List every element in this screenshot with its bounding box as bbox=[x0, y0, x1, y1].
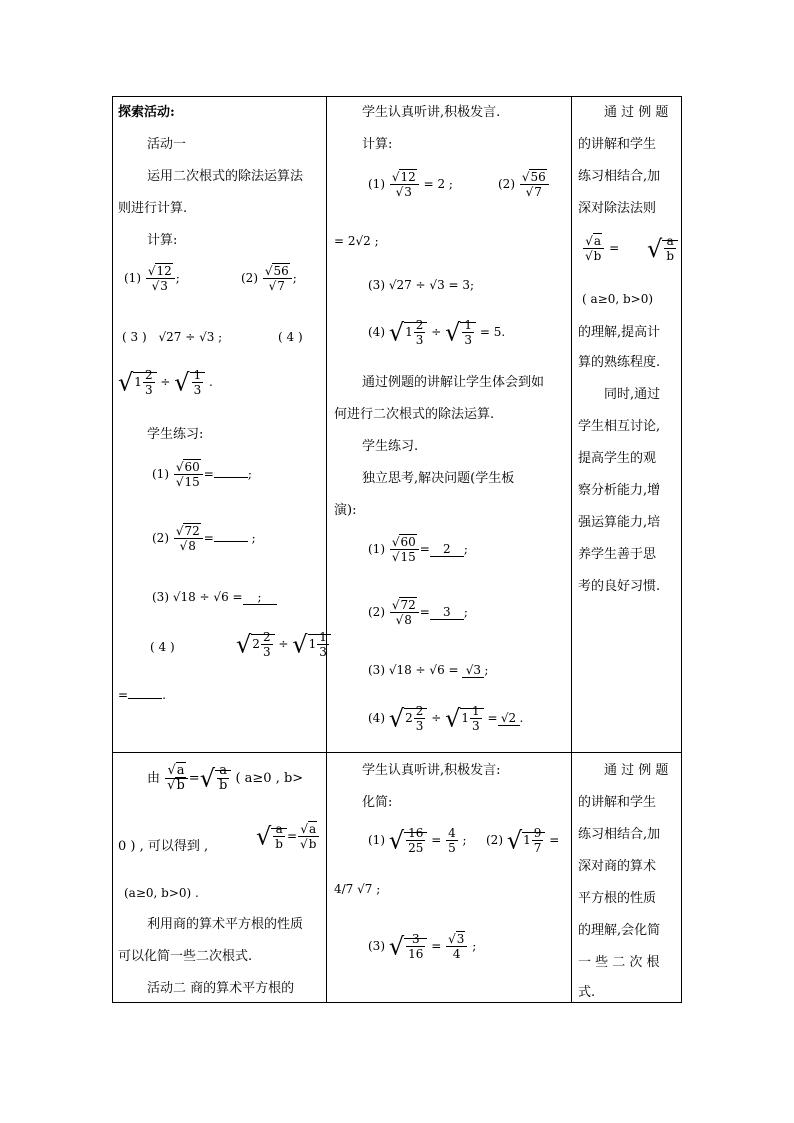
property-zero: 0 ) , 可以得到 , bbox=[118, 839, 209, 854]
table-border-left bbox=[112, 96, 113, 1003]
simplify-2: (2) √1 $\frac{9}{7}$ = bbox=[486, 826, 560, 855]
explain-line-2: 何进行二次根式的除法运算. bbox=[334, 407, 495, 422]
column-divider-1 bbox=[326, 96, 327, 1003]
goal-1-line: 养学生善于思 bbox=[578, 547, 657, 562]
property-formula: √ $\frac{a}{b}$ = $\frac{√a}{√b}$ bbox=[256, 822, 320, 851]
answer-4: (4) √1 $\frac{2}{3}$ ÷ √ $\frac{1}{3}$ = 5. bbox=[368, 318, 506, 347]
goal-2-line: 平方根的性质 bbox=[578, 891, 657, 906]
exercise-4-label: ( 4 ) bbox=[150, 640, 175, 654]
goal-2-line: 的理解,会化简 bbox=[578, 923, 661, 938]
goal-1-line: 考的良好习惯. bbox=[578, 579, 661, 594]
solution-4-answer: √2 bbox=[498, 711, 520, 726]
problem-3: ( 3 ) √27 ÷ √3 ; bbox=[122, 330, 223, 344]
think-line-1: 独立思考,解决问题(学生板 bbox=[362, 471, 515, 486]
table-border-top bbox=[112, 96, 682, 97]
goal-1-line: 的讲解和学生 bbox=[578, 137, 657, 152]
goal-1-line: 察分析能力,增 bbox=[578, 483, 661, 498]
listen-text: 学生认真听讲,积极发言. bbox=[362, 105, 501, 120]
goal-1-line: 的理解,提高计 bbox=[578, 325, 661, 340]
exercise-2: (2) $\frac{√72}{√8}$ = ; bbox=[152, 524, 256, 553]
row-divider bbox=[112, 752, 682, 753]
answer-3 bbox=[368, 278, 474, 292]
solution-3: (3) √18 ÷ √6 = √3 ; bbox=[368, 663, 489, 677]
goal-1-line: 算的熟练程度. bbox=[578, 355, 661, 370]
solution-2-label: (2) bbox=[368, 605, 385, 619]
answer-1-label: (1) bbox=[368, 177, 385, 191]
solution-3-expr: √18 ÷ √6 = bbox=[388, 663, 459, 677]
goal-1-line: 练习相结合,加 bbox=[578, 169, 661, 184]
answer-2-result: = 2√2 ; bbox=[334, 234, 379, 248]
table-border-right bbox=[681, 96, 682, 1003]
activity-two: 活动二 商的算术平方根的 bbox=[147, 981, 295, 996]
simplify-3-label: (3) bbox=[368, 939, 385, 953]
goal-2-line: 深对商的算术 bbox=[578, 859, 657, 874]
property-condition-2: (a≥0, b>0) . bbox=[124, 886, 199, 900]
practice-label-2: 学生练习. bbox=[362, 439, 419, 454]
property-you: 由 bbox=[147, 771, 161, 786]
exercise-1: (1) $\frac{√60}{√15}$ = ; bbox=[152, 460, 252, 489]
exercise-2-label: (2) bbox=[152, 531, 169, 545]
intro-line-2: 则进行计算. bbox=[118, 201, 188, 216]
simplify-3: (3) √ $\frac{3}{16}$ = $\frac{√3}{4}$ ; bbox=[368, 932, 477, 961]
exercise-4-answer: = . bbox=[118, 688, 166, 702]
answer-3-expr: √27 ÷ √3 = 3; bbox=[388, 278, 475, 292]
answer-2: (2) $\frac{√56}{√7}$ bbox=[498, 170, 550, 199]
solution-3-answer: √3 bbox=[462, 663, 484, 678]
exercise-4-expr: √2 $\frac{2}{3}$ ÷ √1 $\frac{1}{3}$ bbox=[236, 630, 331, 659]
goal-2-line: 通 过 例 题 bbox=[604, 763, 669, 778]
goal-1-line: 强运算能力,培 bbox=[578, 515, 661, 530]
solution-3-label: (3) bbox=[368, 663, 385, 677]
goal-2-line: 式. bbox=[578, 985, 596, 1000]
solution-1: (1) $\frac{√60}{√15}$ = 2 ; bbox=[368, 535, 468, 564]
goal-2-line: 练习相结合,加 bbox=[578, 827, 661, 842]
property-condition: ( a≥0 , b> bbox=[235, 771, 304, 786]
division-rule-formula: $\frac{√a}{√b}$ = √ $\frac{a}{b}$ bbox=[582, 234, 678, 263]
table-border-bottom bbox=[112, 1002, 682, 1003]
goal-1-condition: ( a≥0, b>0) bbox=[582, 292, 654, 306]
problem-1: (1) $\frac{√12}{√3}$ ; bbox=[124, 264, 180, 293]
simplify-1-label: (1) bbox=[368, 833, 385, 847]
property-line-4: 可以化简一些二次根式. bbox=[118, 949, 253, 964]
exercise-3-expr: √18 ÷ √6 = bbox=[172, 590, 243, 604]
exercise-1-label: (1) bbox=[152, 467, 169, 481]
problem-2-label: (2) bbox=[241, 271, 258, 285]
property-line-3: 利用商的算术平方根的性质 bbox=[147, 917, 304, 932]
listen-text-2: 学生认真听讲,积极发言: bbox=[362, 763, 501, 778]
simplify-1: (1) √ $\frac{16}{25}$ = $\frac{4}{5}$ ; bbox=[368, 826, 467, 855]
exercise-3: (3) √18 ÷ √6 = ; bbox=[152, 590, 277, 605]
problem-3-label: ( 3 ) bbox=[122, 330, 147, 344]
simplify-2-result: 4/7 √7 ; bbox=[334, 882, 381, 896]
calc-label: 计算: bbox=[147, 233, 178, 248]
property-statement: 由 $\frac{√a}{√b}$ =√ $\frac{a}{b}$ ( a≥0 , b> bbox=[147, 763, 304, 793]
activity-title: 探索活动: bbox=[118, 105, 175, 120]
answer-3-label: (3) bbox=[368, 278, 385, 292]
answer-4-label: (4) bbox=[368, 325, 385, 339]
explain-line-1: 通过例题的讲解让学生体会到如 bbox=[362, 375, 545, 390]
column-divider-2 bbox=[571, 96, 572, 1003]
problem-3-expr: √27 ÷ √3 bbox=[158, 330, 215, 344]
solution-2-answer: 3 bbox=[430, 605, 464, 620]
calc-label-2: 计算: bbox=[362, 137, 393, 152]
activity-one: 活动一 bbox=[147, 137, 187, 152]
goal-1-line: 同时,通过 bbox=[604, 387, 661, 402]
goal-2-line: 的讲解和学生 bbox=[578, 795, 657, 810]
problem-2: (2) $\frac{√56}{√7}$ ; bbox=[241, 264, 297, 293]
problem-4-expr: √1 $\frac{2}{3}$ ÷ √ $\frac{1}{3}$ . bbox=[118, 368, 213, 397]
answer-4-result: = 5. bbox=[479, 325, 506, 339]
problem-1-label: (1) bbox=[124, 271, 141, 285]
exercise-4-eq: = bbox=[118, 688, 129, 702]
goal-1-line: 深对除法法则 bbox=[578, 201, 657, 216]
solution-1-answer: 2 bbox=[430, 542, 464, 557]
solution-1-label: (1) bbox=[368, 542, 385, 556]
solution-4: (4) √2 $\frac{2}{3}$ ÷ √1 $\frac{1}{3}$ = √2 . bbox=[368, 704, 524, 733]
practice-label: 学生练习: bbox=[147, 427, 204, 442]
goal-1-line: 通 过 例 题 bbox=[604, 105, 669, 120]
answer-1: (1) $\frac{√12}{√3}$ = 2 ; bbox=[368, 170, 453, 199]
exercise-3-label: (3) bbox=[152, 590, 169, 604]
solution-4-label: (4) bbox=[368, 711, 385, 725]
solution-2: (2) $\frac{√72}{√8}$ = 3 ; bbox=[368, 598, 468, 627]
simplify-label: 化简: bbox=[362, 795, 393, 810]
answer-2-label: (2) bbox=[498, 177, 515, 191]
intro-line-1: 运用二次根式的除法运算法 bbox=[147, 169, 304, 184]
think-line-2: 演): bbox=[334, 503, 357, 518]
goal-2-line: 一 些 二 次 根 bbox=[578, 955, 660, 970]
answer-1-result: = 2 ; bbox=[423, 177, 453, 191]
problem-4-label: ( 4 ) bbox=[278, 330, 303, 344]
goal-1-line: 提高学生的观 bbox=[578, 451, 657, 466]
goal-1-line: 学生相互讨论, bbox=[578, 419, 661, 434]
simplify-2-label: (2) bbox=[486, 833, 503, 847]
